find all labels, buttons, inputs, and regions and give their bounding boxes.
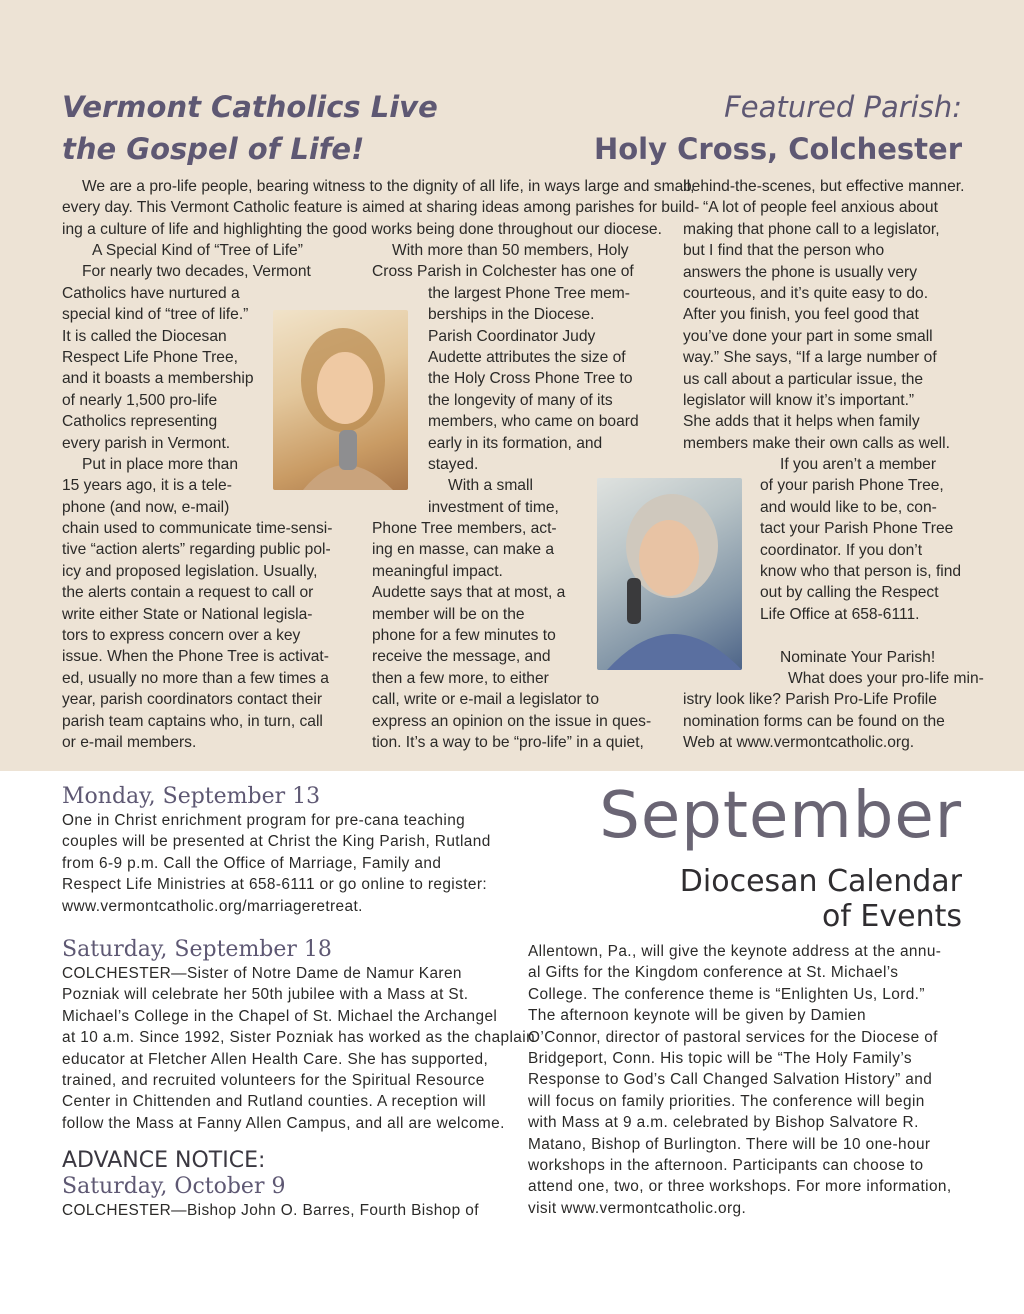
text-line: the Holy Cross Phone Tree to [428, 370, 633, 388]
event-continued-column [528, 941, 964, 1219]
text-line: stayed. [428, 455, 479, 473]
text-line: COLCHESTER—Bishop John O. Barres, Fourth Bishop of [62, 1202, 479, 1219]
event-description [62, 810, 496, 917]
text-line: It is called the Diocesan [62, 327, 227, 345]
text-line: members, who came on board [428, 413, 639, 431]
event-date-heading: Saturday, September 18 [62, 937, 332, 962]
text-line: follow the Mass at Fanny Allen Campus, and all are welcome. [62, 1114, 505, 1132]
text-line: ing en masse, can make a [372, 541, 555, 559]
text-line: If you aren’t a member [780, 456, 937, 474]
text-line: After you finish, you feel good that [683, 306, 919, 324]
text-line: phone (and now, e-mail) [62, 498, 230, 516]
text-line: Web at www.vermontcatholic.org. [683, 734, 915, 752]
featured-parish-name: Holy Cross, Colchester [593, 132, 962, 166]
text-line: College. The conference theme is “Enlighten Us, Lord.” [528, 985, 925, 1003]
text-line: from 6-9 p.m. Call the Office of Marriage, Family and [62, 854, 442, 872]
text-line: but I find that the person who [683, 242, 885, 260]
feature-title-line-1: Vermont Catholics Live [62, 90, 438, 124]
text-line: express an opinion on the issue in ques- [372, 712, 652, 730]
text-line: us call about a particular issue, the [683, 370, 924, 388]
text-line: One in Christ enrichment program for pre-cana teaching [62, 812, 466, 829]
text-line: answers the phone is usually very [683, 263, 918, 281]
text-line: the longevity of many of its [428, 391, 613, 409]
calendar-month: September [599, 779, 962, 853]
event-description [62, 1200, 496, 1221]
text-line: chain used to communicate time-sensi- [62, 520, 333, 538]
text-line: COLCHESTER—Sister of Notre Dame de Namur Karen [62, 965, 462, 982]
event-description [62, 963, 536, 1134]
text-line: and would like to be, con- [760, 498, 937, 516]
event-date-heading: Saturday, October 9 [62, 1174, 286, 1199]
text-line: Phone Tree members, act- [372, 520, 557, 538]
text-line: the largest Phone Tree mem- [428, 284, 630, 302]
text-line: Michael’s College in the Chapel of St. Michael the Archangel [62, 1007, 498, 1025]
text-line: www.vermontcatholic.org/marriageretreat. [62, 897, 363, 915]
text-line: Parish Coordinator Judy [428, 327, 596, 345]
featured-parish-label: Featured Parish: [724, 90, 962, 124]
calendar-title [680, 864, 962, 934]
text-line: Respect Life Phone Tree, [62, 348, 238, 366]
event-monday-september-13 [62, 784, 496, 917]
text-line: berships in the Diocese. [428, 306, 595, 324]
text-line: educator at Fletcher Allen Health Care. She has supported, [62, 1050, 489, 1068]
text-line: members make their own calls as well. [683, 434, 950, 452]
text-line: year, parish coordinators contact their [62, 691, 323, 709]
text-line: behind-the-scenes, but effective manner. [683, 178, 965, 195]
text-line: of your parish Phone Tree, [760, 477, 944, 495]
text-line: out by calling the Respect [760, 584, 939, 602]
text-line: know who that person is, find [760, 563, 962, 581]
text-line: icy and proposed legislation. Usually, [62, 562, 318, 580]
text-line: making that phone call to a legislator, [683, 220, 940, 238]
text-line: Audette says that at most, a [372, 584, 566, 602]
text-line: For nearly two decades, Vermont [82, 263, 311, 281]
text-line: courteous, and it’s quite easy to do. [683, 284, 929, 302]
text-line: tors to express concern over a key [62, 627, 301, 645]
text-line: receive the message, and [372, 648, 551, 666]
text-line: Bridgeport, Conn. His topic will be “The Holy Family’s [528, 1049, 912, 1067]
text-line: Cross Parish in Colchester has one of [372, 263, 634, 281]
text-line: Put in place more than [82, 455, 239, 473]
text-line: workshops in the afternoon. Participants can choose to [528, 1156, 924, 1174]
text-line: issue. When the Phone Tree is activat- [62, 648, 329, 666]
text-line: way.” She says, “If a large number of [683, 349, 937, 367]
text-line: special kind of “tree of life.” [62, 306, 249, 324]
section-heading: A Special Kind of “Tree of Life” [92, 242, 303, 259]
text-line: parish team captains who, in turn, call [62, 712, 323, 730]
event-saturday-september-18 [62, 937, 536, 1134]
text-line: nomination forms can be found on the [683, 712, 945, 730]
text-line: coordinator. If you don’t [760, 541, 923, 559]
text-line: call, write or e-mail a legislator to [372, 691, 600, 709]
text-line: visit www.vermontcatholic.org. [528, 1199, 747, 1217]
text-line: Life Office at 658-6111. [760, 605, 920, 623]
text-line: early in its formation, and [428, 434, 603, 452]
text-line: every parish in Vermont. [62, 434, 231, 452]
calendar-title-line-2: of Events [821, 899, 962, 934]
text-line: tive “action alerts” regarding public pol- [62, 541, 331, 559]
text-line: With more than 50 members, Holy [392, 242, 629, 259]
text-line: will focus on family priorities. The conference will begin [528, 1092, 925, 1110]
text-line: then a few more, to either [372, 669, 549, 687]
text-line: trained, and recruited volunteers for the Spiritual Resource [62, 1071, 485, 1089]
text-line: Response to God’s Call Changed Salvation History” and [528, 1071, 933, 1089]
text-line: tact your Parish Phone Tree [760, 520, 954, 538]
text-line: Matano, Bishop of Burlington. There will be 10 one-hour [528, 1135, 931, 1153]
text-line: ed, usually no more than a few times a [62, 669, 329, 687]
text-line: 15 years ago, it is a tele- [62, 477, 232, 495]
text-line: phone for a few minutes to [372, 627, 556, 645]
text-line: the alerts contain a request to call or [62, 584, 314, 602]
text-line: What does your pro-life min- [788, 669, 984, 687]
text-line: meaningful impact. [372, 562, 503, 580]
column-1 [62, 240, 352, 753]
text-line: you’ve done your part in some small [683, 327, 933, 345]
event-saturday-october-9 [62, 1148, 496, 1221]
text-line: al Gifts for the Kingdom conference at St. Michael’s [528, 964, 899, 982]
text-line: and it boasts a membership [62, 370, 254, 388]
text-line: istry look like? Parish Pro-Life Profile [683, 691, 937, 709]
text-line: With a small [448, 477, 533, 495]
text-line: investment of time, [428, 498, 559, 516]
intro-line: We are a pro-life people, bearing witness to the dignity of all life, in ways large and small, [82, 178, 695, 195]
calendar-title-line-1: Diocesan Calendar [679, 864, 962, 899]
text-line: legislator will know it’s important.” [683, 391, 915, 409]
event-date-heading: Monday, September 13 [62, 784, 321, 809]
spacer-line [683, 625, 973, 646]
text-line: of nearly 1,500 pro-life [62, 391, 218, 409]
column-2 [372, 240, 662, 753]
advance-notice-label: ADVANCE NOTICE: [62, 1148, 266, 1173]
text-line: The afternoon keynote will be given by Damien [528, 1007, 866, 1025]
text-line: Catholics have nurtured a [62, 284, 240, 302]
text-line: write either State or National legisla- [62, 605, 313, 623]
column-3 [683, 176, 984, 754]
text-line: or e-mail members. [62, 733, 197, 751]
intro-paragraph [62, 176, 700, 240]
text-line: tion. It’s a way to be “pro-life” in a quiet, [372, 733, 644, 751]
text-line: with Mass at 9 a.m. celebrated by Bishop Salvatore R. [528, 1114, 919, 1132]
intro-line: every day. This Vermont Catholic feature is aimed at sharing ideas among parishes for build- [62, 199, 700, 217]
text-line: at 10 a.m. Since 1992, Sister Pozniak has worked as the chaplain [62, 1029, 536, 1047]
text-line: Pozniak will celebrate her 50th jubilee with a Mass at St. [62, 986, 469, 1004]
text-line: member will be on the [372, 605, 525, 623]
text-line: “A lot of people feel anxious about [703, 199, 938, 217]
feature-title-line-2: the Gospel of Life! [62, 132, 365, 166]
text-line: Audette attributes the size of [428, 348, 626, 366]
text-line: Respect Life Ministries at 658-6111 or go online to register: [62, 876, 488, 894]
nominate-heading: Nominate Your Parish! [780, 648, 936, 666]
feature-title [62, 86, 482, 170]
text-line: O’Connor, director of pastoral services for the Diocese of [528, 1028, 938, 1046]
text-line: She adds that it helps when family [683, 413, 920, 431]
text-line: attend one, two, or three workshops. For more information, [528, 1178, 952, 1196]
text-line: Allentown, Pa., will give the keynote address at the annu- [528, 943, 942, 960]
text-line: Center in Chittenden and Rutland counties. A reception will [62, 1093, 487, 1111]
intro-line: ing a culture of life and highlighting the good works being done throughout our diocese. [62, 220, 662, 238]
text-line: Catholics representing [62, 413, 218, 431]
text-line: couples will be presented at Christ the King Parish, Rutland [62, 833, 491, 851]
